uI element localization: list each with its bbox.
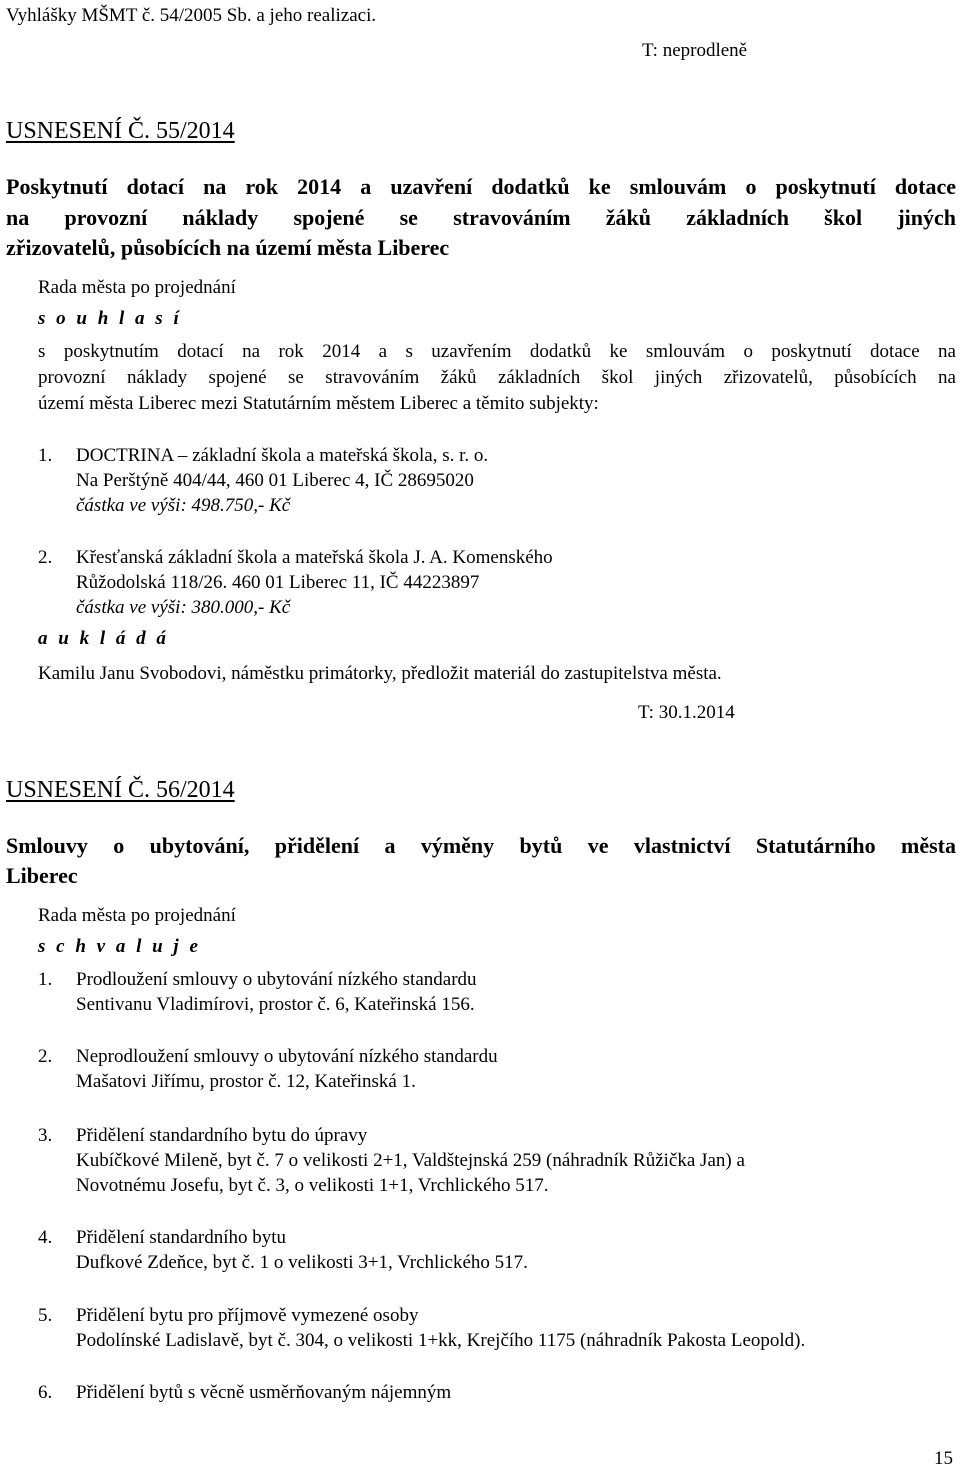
item-name: DOCTRINA – základní škola a mateřská škola, s. r. o. — [76, 445, 489, 466]
title-line: na provozní náklady spojené se stravováním žáků základních škol jiných — [6, 205, 956, 230]
deadline-immediate: T: neprodleně — [642, 40, 748, 61]
item-address: Na Perštýně 404/44, 460 01 Liberec 4, IČ 28695020 — [76, 470, 474, 491]
item-name: Křesťanská základní škola a mateřská škola J. A. Komenského — [76, 547, 553, 568]
item-line: Prodloužení smlouvy o ubytování nízkého standardu — [76, 969, 477, 990]
item-amount: částka ve výši: 498.750,- Kč — [76, 495, 291, 516]
title-line: zřizovatelů, působících na území města Liberec — [6, 235, 450, 260]
item-line: Přidělení standardního bytu do úpravy — [76, 1125, 368, 1146]
resolution-heading-55: USNESENÍ Č. 55/2014 — [6, 118, 235, 144]
item-number: 6. — [38, 1382, 53, 1403]
title-line: Smlouvy o ubytování, přidělení a výměny bytů ve vlastnictví Statutárního města — [6, 833, 956, 858]
title-line: Poskytnutí dotací na rok 2014 a uzavření dodatků ke smlouvám o poskytnutí dotace — [6, 174, 956, 199]
item-line: Kubíčkové Mileně, byt č. 7 o velikosti 2+1, Valdštejnská 259 (náhradník Růžička Jan) a — [76, 1150, 745, 1171]
item-number: 5. — [38, 1305, 53, 1326]
item-amount: částka ve výši: 380.000,- Kč — [76, 597, 291, 618]
item-line: Podolínské Ladislavě, byt č. 304, o velikosti 1+kk, Krejčího 1175 (náhradník Pakosta Leopold). — [76, 1330, 806, 1351]
item-number: 2. — [38, 1046, 53, 1067]
item-line: Mašatovi Jiřímu, prostor č. 12, Kateřinská 1. — [76, 1071, 416, 1092]
item-number: 3. — [38, 1125, 53, 1146]
verb-orders: a u k l á d á — [38, 628, 169, 649]
body-line: území města Liberec mezi Statutárním městem Liberec a těmito subjekty: — [38, 393, 599, 414]
page-number: 15 — [934, 1448, 953, 1469]
item-number: 1. — [38, 969, 53, 990]
council-intro: Rada města po projednání — [38, 905, 236, 926]
deadline-date: T: 30.1.2014 — [638, 702, 735, 723]
title-line: Liberec — [6, 863, 78, 888]
body-line: s poskytnutím dotací na rok 2014 a s uzavřením dodatků ke smlouvám o poskytnutí dotace na — [38, 341, 956, 362]
decree-reference-line: Vyhlášky MŠMT č. 54/2005 Sb. a jeho realizaci. — [6, 5, 377, 26]
body-line: provozní náklady spojené se stravováním žáků základních škol jiných zřizovatelů, působících na — [38, 367, 956, 388]
item-number: 1. — [38, 445, 53, 466]
item-line: Přidělení bytů s věcně usměrňovaným nájemným — [76, 1382, 452, 1403]
item-line: Přidělení bytu pro příjmově vymezené osoby — [76, 1305, 419, 1326]
verb-agrees: s o u h l a s í — [38, 308, 182, 329]
task-text: Kamilu Janu Svobodovi, náměstku primátorky, předložit materiál do zastupitelstva města. — [38, 663, 722, 684]
council-intro: Rada města po projednání — [38, 277, 236, 298]
item-address: Růžodolská 118/26. 460 01 Liberec 11, IČ 44223897 — [76, 572, 480, 593]
item-line: Novotnému Josefu, byt č. 3, o velikosti 1+1, Vrchlického 517. — [76, 1175, 549, 1196]
item-number: 2. — [38, 547, 53, 568]
verb-approves: s c h v a l u j e — [38, 936, 201, 957]
item-number: 4. — [38, 1227, 53, 1248]
item-line: Dufkové Zdeňce, byt č. 1 o velikosti 3+1, Vrchlického 517. — [76, 1252, 528, 1273]
item-line: Přidělení standardního bytu — [76, 1227, 287, 1248]
resolution-heading-56: USNESENÍ Č. 56/2014 — [6, 777, 235, 803]
item-line: Sentivanu Vladimírovi, prostor č. 6, Kateřinská 156. — [76, 994, 475, 1015]
item-line: Neprodloužení smlouvy o ubytování nízkého standardu — [76, 1046, 498, 1067]
